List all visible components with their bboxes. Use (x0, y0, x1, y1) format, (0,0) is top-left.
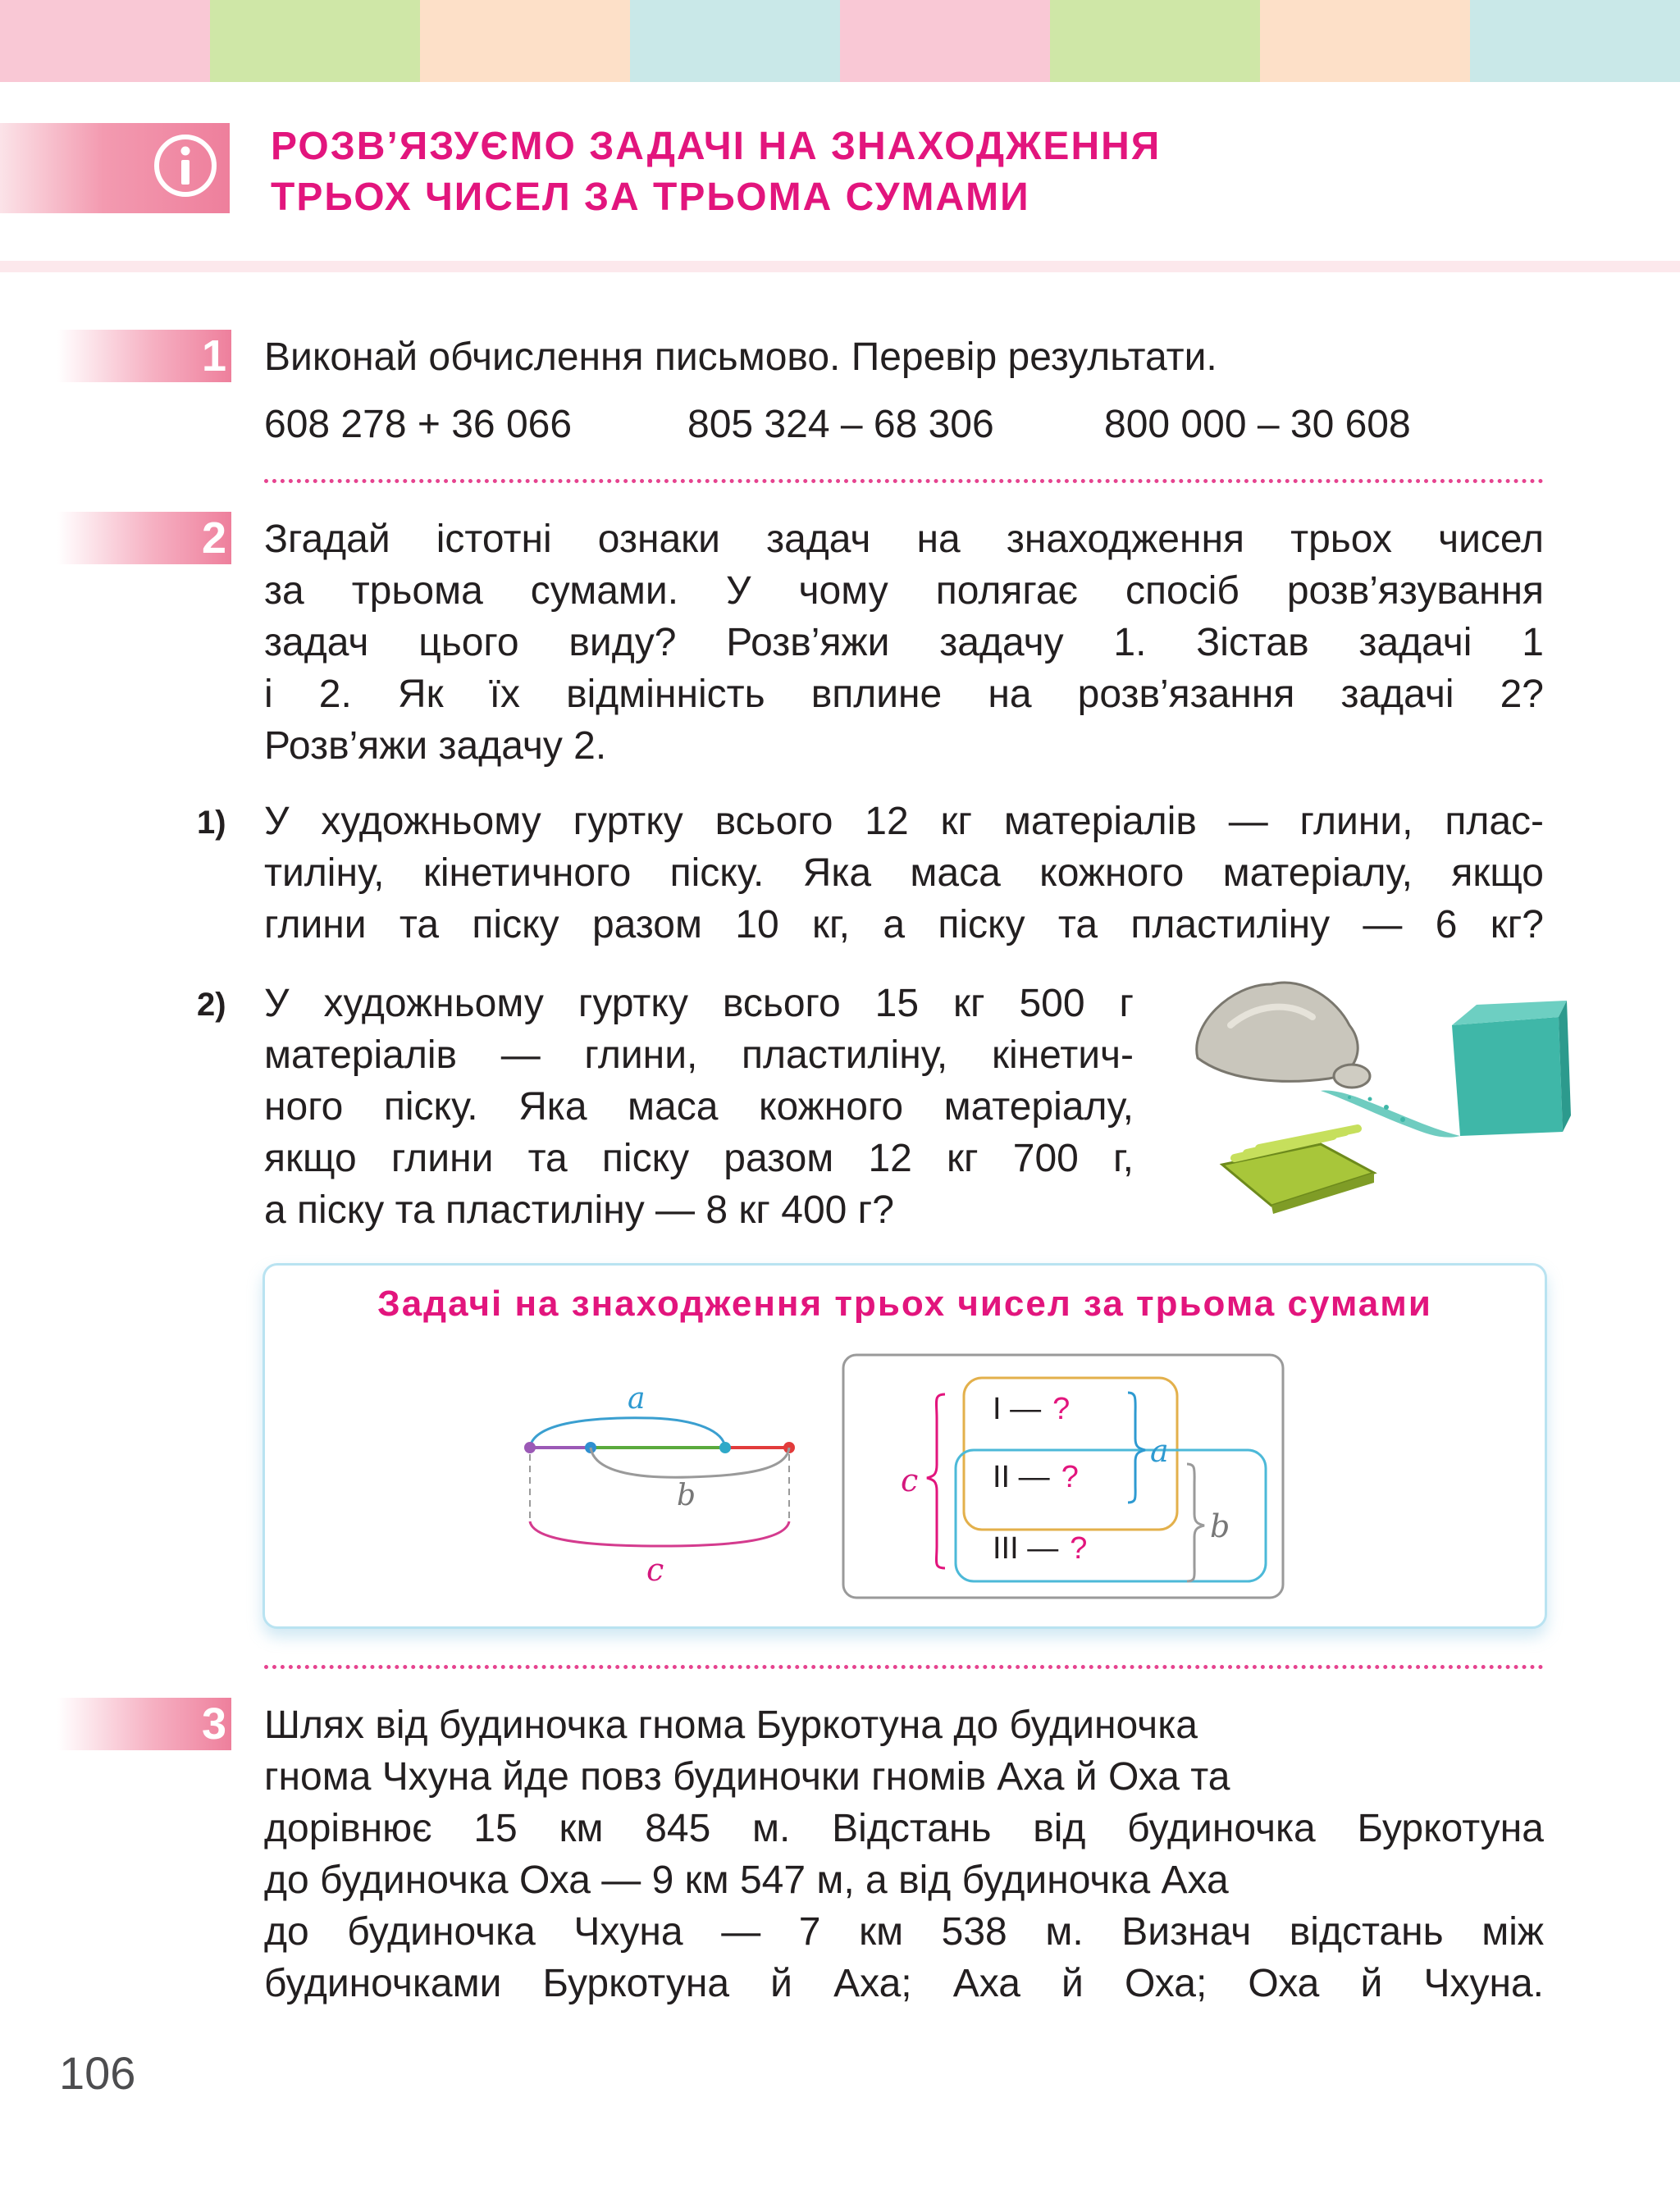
task-number-2 (57, 512, 231, 564)
brace-b-label: b (1210, 1508, 1230, 1544)
text-line: задач цього виду? Розв’яжи задачу 1. Зістав задачі 1 (264, 621, 1544, 664)
text-line: дорівнює 15 км 845 м. Відстань від будиночка Буркотуна (264, 1807, 1544, 1850)
text-line: будиночками Буркотуна й Аха; Аха й Оха; Оха й Чхуна. (264, 1962, 1544, 2005)
info-box-title: Задачі на знаходження трьох чисел за трьома сумами (377, 1284, 1432, 1324)
label-a: a (628, 1382, 646, 1416)
row-3 (993, 1531, 1087, 1566)
stripe (630, 0, 840, 82)
row-2-label: II — (993, 1460, 1050, 1494)
text-line: і 2. Як їх відмінність вплине на розв’язання задачі 2? (264, 673, 1544, 716)
title-line: РОЗВ’ЯЗУЄМО ЗАДАЧІ НА ЗНАХОДЖЕННЯ (271, 125, 1162, 168)
text-line: матеріалів — глини, пластиліну, кінетич- (264, 1033, 1134, 1077)
task1-text (264, 331, 1544, 383)
text-line: Розв’яжи задачу 2. (264, 724, 607, 768)
text-line: тиліну, кінетичного піску. Яка маса кожного матеріалу, якщо (264, 851, 1544, 895)
page-title (271, 121, 1665, 223)
task-number-1 (57, 330, 231, 382)
header-divider (0, 261, 1680, 272)
segment-diagram (509, 1366, 804, 1587)
text-line: до будиночка Чхуна — 7 км 538 м. Визнач відстань між (264, 1910, 1544, 1954)
clay-lump (1197, 983, 1358, 1081)
text-line: якщо глини та піску разом 12 кг 700 г, (264, 1137, 1134, 1180)
top-color-stripes (0, 0, 1680, 82)
task1-expression-1: 608 278 + 36 066 (264, 403, 573, 446)
row-1-label: I — (993, 1392, 1042, 1426)
page-number: 106 (59, 2047, 136, 2099)
clay-small-piece (1334, 1065, 1370, 1088)
question-mark: ? (1052, 1392, 1071, 1426)
label-c: c (646, 1552, 664, 1587)
grouping-diagram (837, 1353, 1288, 1599)
text-line: глини та піску разом 10 кг, а піску та пластиліну — 6 кг? (264, 903, 1544, 946)
stripe (1470, 0, 1680, 82)
text-line: Шлях від будиночка гнома Буркотуна до будиночка (264, 1703, 1198, 1747)
materials-illustration (1181, 968, 1575, 1214)
stripe (1050, 0, 1260, 82)
brace-c (530, 1521, 789, 1546)
stripe (420, 0, 630, 82)
subtask1-text (264, 796, 1544, 951)
text-line: за трьома сумами. У чому полягає спосіб розв’язування (264, 569, 1544, 613)
dotted-separator (264, 479, 1544, 483)
text-line: а піску та пластиліну — 8 кг 400 г? (264, 1188, 894, 1232)
label-b: b (677, 1479, 696, 1512)
subtask2-text (264, 978, 1134, 1236)
brace-a-label: a (1150, 1433, 1169, 1469)
task1-expression-3: 800 000 – 30 608 (1104, 403, 1411, 446)
task3-text (264, 1699, 1544, 2009)
text-line: гнома Чхуна йде повз будиночки гномів Аха й Оха та (264, 1755, 1230, 1799)
kinetic-sand-block (1452, 1017, 1563, 1136)
brace-a (530, 1418, 725, 1448)
question-mark: ? (1070, 1531, 1088, 1566)
task-number-label: 1 (201, 331, 226, 381)
task-number-3 (57, 1698, 231, 1750)
text-line: до будиночка Оха — 9 км 547 м, а від будиночка Аха (264, 1859, 1229, 1902)
stripe (0, 0, 210, 82)
task1-expression-2: 805 324 – 68 306 (687, 403, 994, 446)
stripe (210, 0, 420, 82)
text-line: ного піску. Яка маса кожного матеріалу, (264, 1085, 1134, 1129)
stripe (1260, 0, 1470, 82)
title-line: ТРЬОХ ЧИСЕЛ ЗА ТРЬОМА СУМАМИ (271, 176, 1030, 219)
subtask-label-1: 1) (197, 805, 226, 841)
text-line: У художньому гуртку всього 15 кг 500 г (264, 982, 1134, 1025)
subtask-label-2: 2) (197, 987, 226, 1023)
row-2 (993, 1460, 1079, 1494)
info-icon (153, 133, 218, 198)
brace-c-label: c (901, 1462, 919, 1498)
task-number-label: 3 (201, 1699, 226, 1749)
text-line: Згадай істотні ознаки задач на знаходження трьох чисел (264, 518, 1544, 561)
stripe (840, 0, 1050, 82)
row-1 (993, 1392, 1070, 1426)
task2-text (264, 513, 1544, 772)
brace-b (591, 1448, 789, 1477)
task-number-label: 2 (201, 513, 226, 563)
question-mark: ? (1061, 1460, 1079, 1494)
row-3-label: III — (993, 1531, 1059, 1566)
dotted-separator (264, 1665, 1544, 1669)
text-line: У художньому гуртку всього 12 кг матеріалів — глини, плас- (264, 800, 1544, 843)
text-line: Виконай обчислення письмово. Перевір результати. (264, 335, 1217, 379)
